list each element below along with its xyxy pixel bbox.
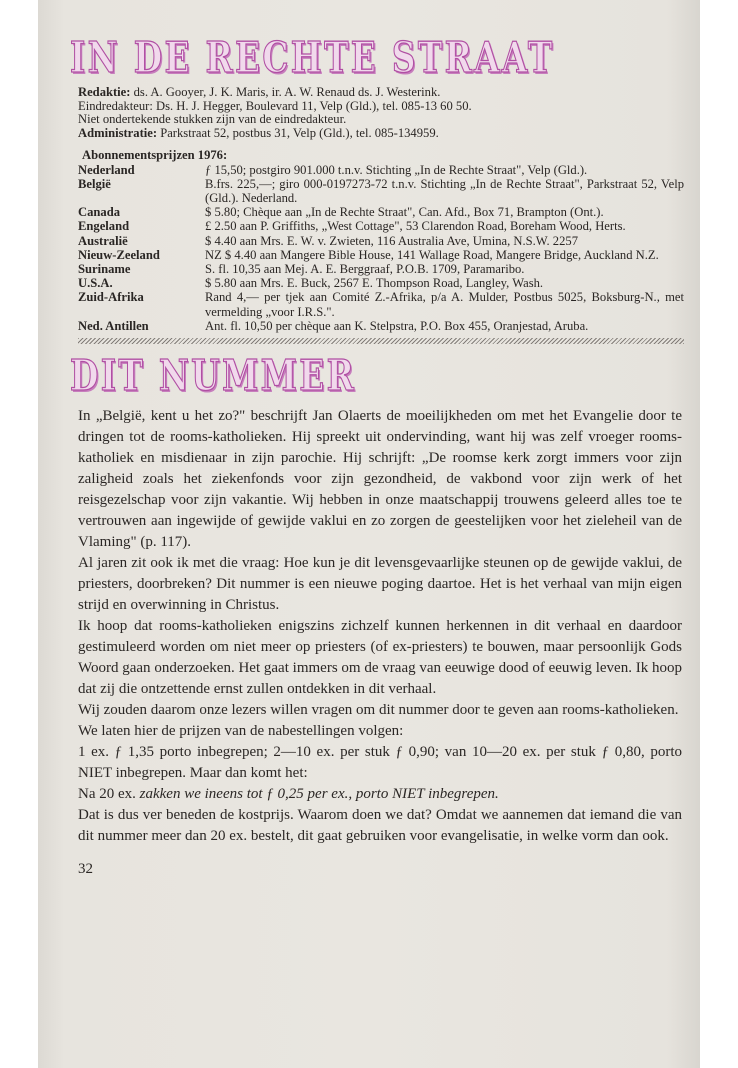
country-label: België (78, 176, 111, 191)
subscription-row (78, 262, 684, 276)
paragraph: Dat is dus ver beneden de kostprijs. Waarom doen we dat? Omdat we aannemen dat iemand die van dit nummer meer dan 20 ex. bestelt, dit gaat gebruiken voor evangelisatie, in welke vorm dan ook. (78, 807, 682, 845)
redaktie-text: ds. A. Gooyer, J. K. Maris, ir. A. W. Renaud ds. J. Westerink. (130, 85, 441, 99)
subscription-row (78, 205, 684, 219)
paragraph: In „België, kent u het zo?" beschrijft Jan Olaerts de moeilijkheden om met het Evangelie door te dringen tot de rooms-katholieken. Hij spreekt uit ondervinding, want hij was zelf vroeger rooms-katholiek en misdienaar in zijn parochie. Hij schrijft: „De roomse kerk zorgt immers voor zijn zaligheid zoals het ziekenfonds voor zijn gezondheid, de vakbond voor zijn werk of het reisgezelschap voor zijn vakantie. Wij hebben in onze maatschappij trouwens geleerd alles toe te vertrouwen aan ingewijde of gewijde vaklui en zo zorgen de geestelijken voor het zieleheil van de Vlaming" (p. 117). (78, 408, 682, 551)
subscription-row (78, 177, 684, 205)
subscription-rows (78, 163, 684, 333)
administratie-line (78, 127, 684, 141)
paragraph-text: Na 20 ex. (78, 786, 140, 803)
masthead-title: IN DE RECHTE STRAAT (70, 33, 555, 82)
disclaimer-line: Niet ondertekende stukken zijn van de eindredakteur. (78, 112, 347, 127)
subscription-details: S. fl. 10,35 aan Mej. A. E. Berggraaf, P.O.B. 1709, Paramaribo. (205, 262, 525, 276)
subscription-heading: Abonnementsprijzen 1976: (82, 148, 228, 163)
colophon (78, 86, 684, 140)
subscription-row (78, 290, 684, 318)
magazine-page (38, 0, 700, 1068)
subscription-details: £ 2.50 aan P. Griffiths, „West Cottage", 53 Clarendon Road, Boreham Wood, Herts. (205, 219, 626, 234)
country-label: Canada (78, 205, 120, 220)
redaktie-label: Redaktie: (78, 85, 131, 99)
paragraph-italic-text: zakken we ineens tot ƒ 0,25 per ex., porto NIET inbegrepen. (139, 786, 499, 803)
country-label: Engeland (78, 219, 130, 234)
subscription-details: Rand 4,— per tjek aan Comité Z.-Afrika, p/a A. Mulder, Postbus 5025, Boksburg-N., met vermelding „voor I.R.S.". (205, 290, 684, 319)
page-number: 32 (78, 861, 93, 878)
redaktie-line (78, 86, 684, 100)
paragraph: Wij zouden daarom onze lezers willen vragen om dit nummer door te geven aan rooms-katholieken. (78, 702, 679, 719)
country-label: Nieuw-Zeeland (78, 247, 160, 262)
country-label: Zuid-Afrika (78, 290, 144, 305)
subscription-details: $ 4.40 aan Mrs. E. W. v. Zwieten, 116 Australia Ave, Umina, N.S.W. 2257 (205, 233, 578, 248)
subscription-details: ƒ 15,50; postgiro 901.000 t.n.v. Stichting „In de Rechte Straat", Velp (Gld.). (205, 162, 588, 177)
subscription-details: Ant. fl. 10,50 per chèque aan K. Stelpstra, P.O. Box 455, Oranjestad, Aruba. (205, 318, 589, 333)
subscription-row (78, 276, 684, 290)
subscription-details: NZ $ 4.40 aan Mangere Bible House, 141 Wallage Road, Mangere Bridge, Auckland N.Z. (205, 247, 659, 262)
country-label: Suriname (78, 262, 131, 276)
eindredakteur-line: Eindredakteur: Ds. H. J. Hegger, Boulevard 11, Velp (Gld.), tel. 085-13 60 50. (78, 98, 472, 113)
country-label: Australië (78, 233, 128, 248)
country-label: Ned. Antillen (78, 318, 149, 333)
subscription-row (78, 163, 684, 177)
subscription-row (78, 319, 684, 333)
subscription-table (78, 148, 684, 333)
administratie-text: Parkstraat 52, postbus 31, Velp (Gld.), tel. 085-134959. (157, 125, 439, 140)
section-title: DIT NUMMER (70, 351, 357, 401)
subscription-details: $ 5.80 aan Mrs. E. Buck, 2567 E. Thompson Road, Langley, Wash. (205, 276, 544, 291)
subscription-row (78, 219, 684, 233)
subscription-row (78, 248, 684, 262)
subscription-details: B.frs. 225,—; giro 000-0197273-72 t.n.v. Stichting „In de Rechte Straat", Parkstraat 52, Velp (Gld.). Nederland. (205, 176, 684, 205)
paragraph: Al jaren zit ook ik met die vraag: Hoe kun je dit levensgevaarlijke steunen op de gewijde vaklui, de priesters, doorbreken? Dit nummer is een nieuwe poging daartoe. Het is het verhaal van mijn eigen strijd en overwinning in Christus. (78, 555, 682, 614)
subscription-row (78, 234, 684, 248)
paragraph (78, 784, 682, 805)
article-body (78, 406, 682, 847)
paragraph: Ik hoop dat rooms-katholieken enigszins zichzelf kunnen herkennen in dit verhaal en daardoor gestimuleerd worden om niet meer op priesters (of ex-priesters) te bouwen, maar persoonlijk Gods Woord gaan onderzoeken. Het gaat immers om de vraag van eeuwige dood of eeuwig leven. Ik hoop dat zij die ontzettende ernst zullen ontdekken in dit verhaal. (78, 618, 682, 698)
country-label: U.S.A. (78, 276, 113, 291)
wavy-divider (78, 338, 684, 344)
administratie-label: Administratie: (78, 125, 158, 140)
subscription-details: $ 5.80; Chèque aan „In de Rechte Straat", Can. Afd., Box 71, Brampton (Ont.). (205, 205, 604, 220)
paragraph: We laten hier de prijzen van de nabestellingen volgen: (78, 723, 404, 740)
paragraph: 1 ex. ƒ 1,35 porto inbegrepen; 2—10 ex. per stuk ƒ 0,90; van 10—20 ex. per stuk ƒ 0,80, porto NIET inbegrepen. Maar dan komt het: (78, 744, 682, 782)
country-label: Nederland (78, 162, 135, 177)
